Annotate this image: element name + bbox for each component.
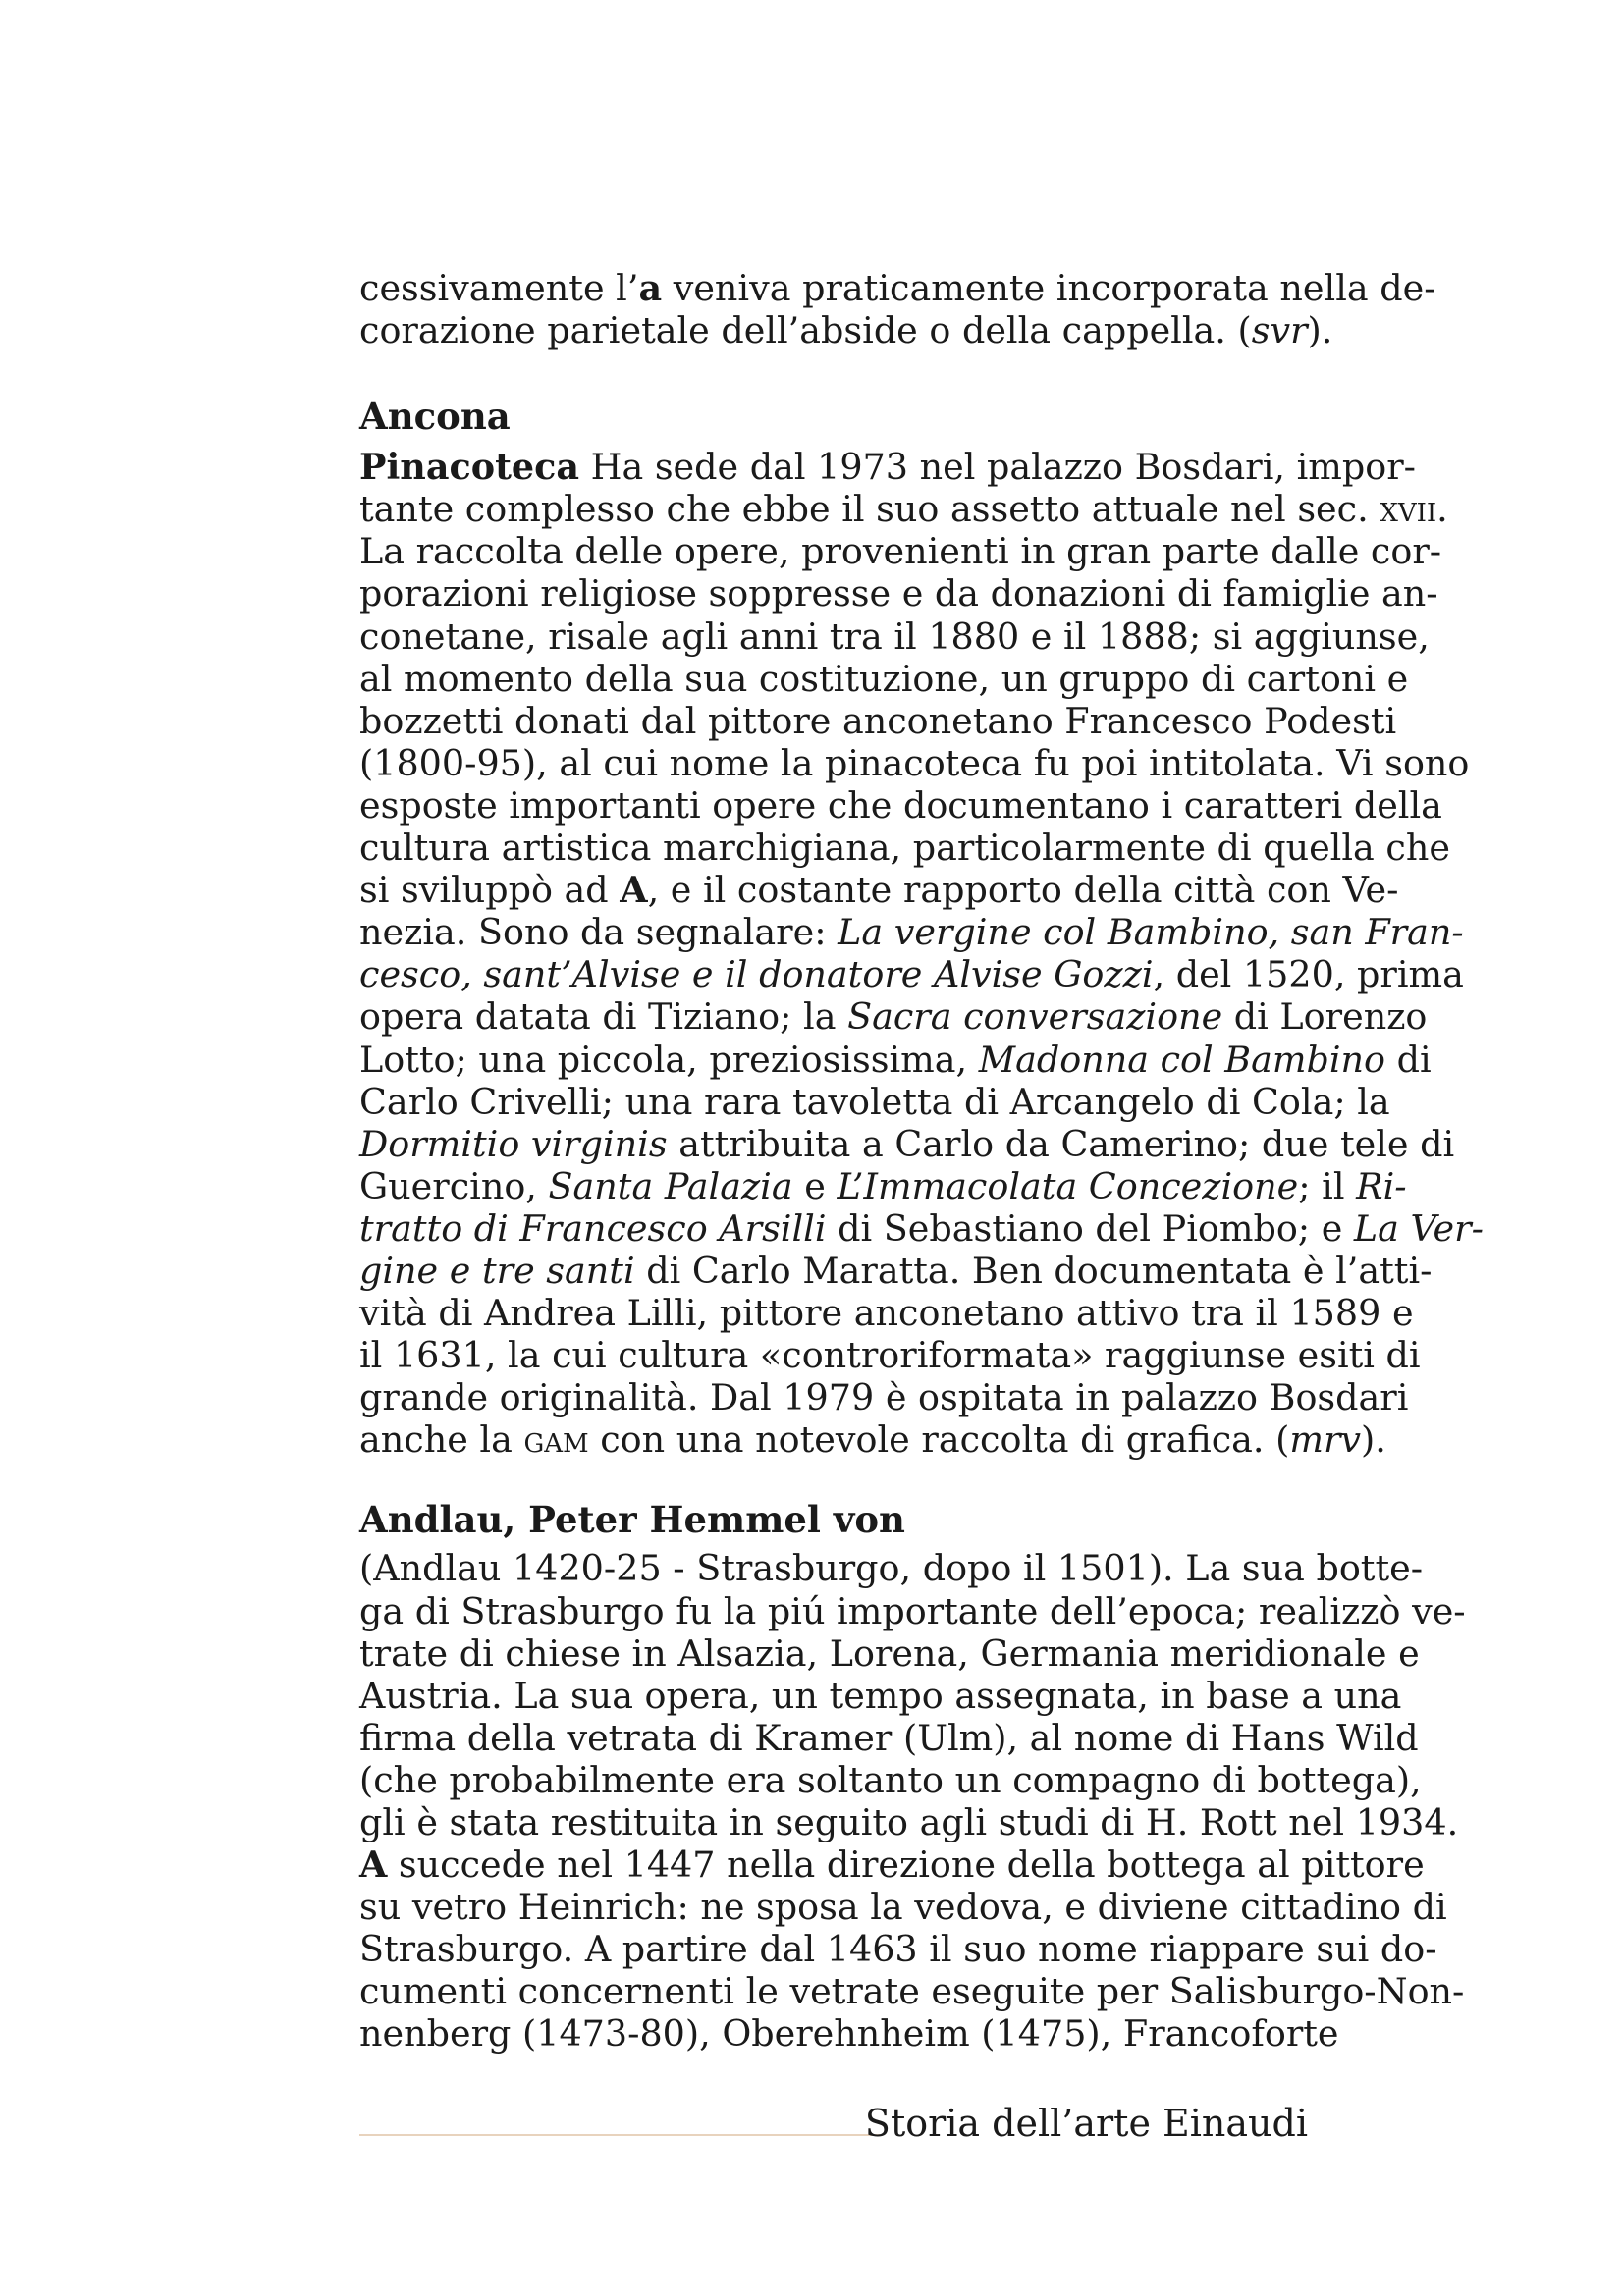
text-line: [359, 1547, 1424, 1590]
text-run: (1800-95), al cui nome la pinacoteca fu poi intitolata. Vi sono: [359, 741, 1470, 784]
text-line: [359, 783, 1442, 827]
text-line: [359, 1928, 1437, 1971]
text-run: L’Immacolata Concezione: [837, 1164, 1299, 1207]
text-line: [359, 995, 1428, 1039]
text-run: cessivamente l’: [359, 267, 639, 309]
text-line: [359, 869, 1399, 912]
text-line: [359, 530, 1442, 573]
text-line: [359, 1249, 1433, 1292]
entry-heading-ancona: Ancona: [359, 395, 511, 439]
text-run: a: [638, 267, 663, 309]
footer-rule: [359, 2134, 880, 2136]
text-run: porazioni religiose soppresse e da donazioni di famiglie an-: [359, 572, 1438, 615]
text-run: , del 1520, prima: [1153, 953, 1464, 996]
text-run: trate di chiese in Alsazia, Lorena, Germania meridionale e: [359, 1631, 1420, 1675]
text-line: [359, 1122, 1455, 1165]
text-run: esposte importanti opere che documentano i caratteri della: [359, 783, 1442, 827]
entry-body-ancona: [359, 446, 1484, 1462]
text-run: cumenti concernenti le vetrate eseguite per Salisburgo-Non-: [359, 1970, 1465, 2013]
text-run: xvii: [1380, 488, 1437, 531]
intro-paragraph: [359, 267, 1436, 352]
text-run: cultura artistica marchigiana, particolarmente di quella che: [359, 827, 1450, 870]
text-run: conetane, risale agli anni tra il 1880 e il 1888; si aggiunse,: [359, 614, 1430, 658]
text-run: tratto di Francesco Arsilli: [359, 1206, 827, 1250]
text-run: veniva praticamente incorporata nella de-: [662, 267, 1436, 309]
text-run: La raccolta delle opere, provenienti in gran parte dalle cor-: [359, 530, 1442, 573]
text-run: Ri-: [1356, 1164, 1407, 1207]
text-line: [359, 1376, 1409, 1419]
text-run: nenberg (1473-80), Oberehnheim (1475), Francoforte: [359, 2012, 1339, 2056]
text-run: mrv: [1289, 1418, 1362, 1462]
text-run: di Carlo Maratta. Ben documentata è l’atti-: [634, 1249, 1433, 1292]
text-run: Pinacoteca: [359, 446, 580, 489]
text-line: [359, 2012, 1339, 2056]
text-line: [359, 1843, 1425, 1887]
text-run: vità di Andrea Lilli, pittore anconetano attivo tra il 1589 e: [359, 1292, 1414, 1335]
text-run: A: [620, 869, 648, 912]
text-run: grande originalità. Dal 1979 è ospitata in palazzo Bosdari: [359, 1376, 1409, 1419]
text-line: [359, 1334, 1421, 1377]
text-line: [359, 488, 1448, 531]
text-line: [359, 1206, 1484, 1250]
text-run: ; il: [1298, 1164, 1357, 1207]
text-run: Dormitio virginis: [359, 1122, 668, 1165]
text-run: ).: [1307, 309, 1333, 352]
text-run: A: [359, 1843, 388, 1887]
entry-heading-andlau: Andlau, Peter Hemmel von: [359, 1498, 905, 1542]
text-line: [359, 1292, 1414, 1335]
text-run: gli è stata restituita in seguito agli studi di H. Rott nel 1934.: [359, 1801, 1459, 1843]
text-run: bozzetti donati dal pittore anconetano Francesco Podesti: [359, 699, 1397, 742]
text-run: nezia. Sono da segnalare:: [359, 911, 839, 954]
entry-body-andlau: [359, 1547, 1466, 2056]
text-run: La vergine col Bambino, san Fran-: [838, 911, 1464, 954]
text-run: si sviluppò ad: [359, 869, 621, 912]
text-run: succede nel 1447 nella direzione della bottega al pittore: [387, 1843, 1425, 1887]
text-run: Lotto; una piccola, preziosissima,: [359, 1038, 979, 1081]
text-run: attribuita a Carlo da Camerino; due tele di: [667, 1122, 1455, 1165]
text-line: [359, 1801, 1459, 1843]
text-line: [359, 953, 1464, 996]
text-run: Santa Palazia: [548, 1164, 793, 1207]
text-run: al momento della sua costituzione, un gruppo di cartoni e: [359, 657, 1409, 700]
text-run: firma della vetrata di Kramer (Ulm), al nome di Hans Wild: [359, 1716, 1419, 1759]
text-run: con una notevole raccolta di grafica. (: [588, 1418, 1290, 1462]
text-run: ).: [1361, 1418, 1386, 1462]
text-line: [359, 1589, 1466, 1632]
text-run: di Lorenzo: [1222, 995, 1428, 1039]
text-run: ga di Strasburgo fu la piú importante dell’epoca; realizzò ve-: [359, 1589, 1466, 1632]
text-line: [359, 572, 1438, 615]
text-line: [359, 1631, 1420, 1675]
text-line: [359, 657, 1409, 700]
text-line: [359, 911, 1464, 954]
text-run: anche la: [359, 1418, 524, 1462]
text-run: opera datata di Tiziano; la: [359, 995, 848, 1039]
text-line: [359, 1674, 1402, 1717]
text-run: di Sebastiano del Piombo; e: [826, 1206, 1354, 1250]
text-line: [359, 1418, 1386, 1462]
text-run: Carlo Crivelli; una rara tavoletta di Arcangelo di Cola; la: [359, 1080, 1390, 1123]
text-line: [359, 1038, 1432, 1081]
text-run: svr: [1251, 309, 1308, 352]
text-line: [359, 1886, 1447, 1929]
text-line: [359, 827, 1450, 870]
text-run: , e il costante rapporto della città con Ve-: [647, 869, 1399, 912]
text-line: [359, 1970, 1465, 2013]
text-run: gam: [523, 1418, 589, 1462]
text-run: corazione parietale dell’abside o della cappella. (: [359, 309, 1252, 352]
text-run: su vetro Heinrich: ne sposa la vedova, e diviene cittadino di: [359, 1886, 1447, 1929]
text-run: Guercino,: [359, 1164, 549, 1207]
text-run: Austria. La sua opera, un tempo assegnata, in base a una: [359, 1674, 1402, 1717]
text-line: [359, 1716, 1419, 1759]
text-run: Ha sede dal 1973 nel palazzo Bosdari, impor-: [579, 446, 1416, 489]
text-run: cesco, sant’Alvise e il donatore Alvise Gozzi: [359, 953, 1154, 996]
footer-title: Storia dell’arte Einaudi: [864, 2102, 1308, 2145]
text-run: La Ver-: [1353, 1206, 1484, 1250]
text-line: [359, 309, 1333, 352]
page-content: [359, 267, 1484, 2056]
text-run: Strasburgo. A partire dal 1463 il suo nome riappare sui do-: [359, 1928, 1437, 1971]
text-run: (Andlau 1420-25 - Strasburgo, dopo il 1501). La sua botte-: [359, 1547, 1424, 1590]
page-footer: [359, 2099, 1308, 2148]
text-run: il 1631, la cui cultura «controriformata» raggiunse esiti di: [359, 1334, 1421, 1377]
text-run: Madonna col Bambino: [978, 1038, 1386, 1081]
text-run: .: [1436, 488, 1448, 531]
text-line: [359, 446, 1416, 489]
text-run: (che probabilmente era soltanto un compagno di bottega),: [359, 1758, 1422, 1801]
text-line: [359, 1080, 1390, 1123]
text-line: [359, 741, 1470, 784]
text-line: [359, 699, 1397, 742]
text-run: e: [792, 1164, 838, 1207]
text-line: [359, 614, 1430, 658]
text-run: tante complesso che ebbe il suo assetto attuale nel sec.: [359, 488, 1380, 531]
text-line: [359, 1758, 1422, 1801]
text-run: di: [1385, 1038, 1432, 1081]
text-run: Sacra conversazione: [847, 995, 1223, 1039]
text-line: [359, 1164, 1407, 1207]
text-run: gine e tre santi: [359, 1249, 635, 1292]
text-line: [359, 267, 1436, 309]
